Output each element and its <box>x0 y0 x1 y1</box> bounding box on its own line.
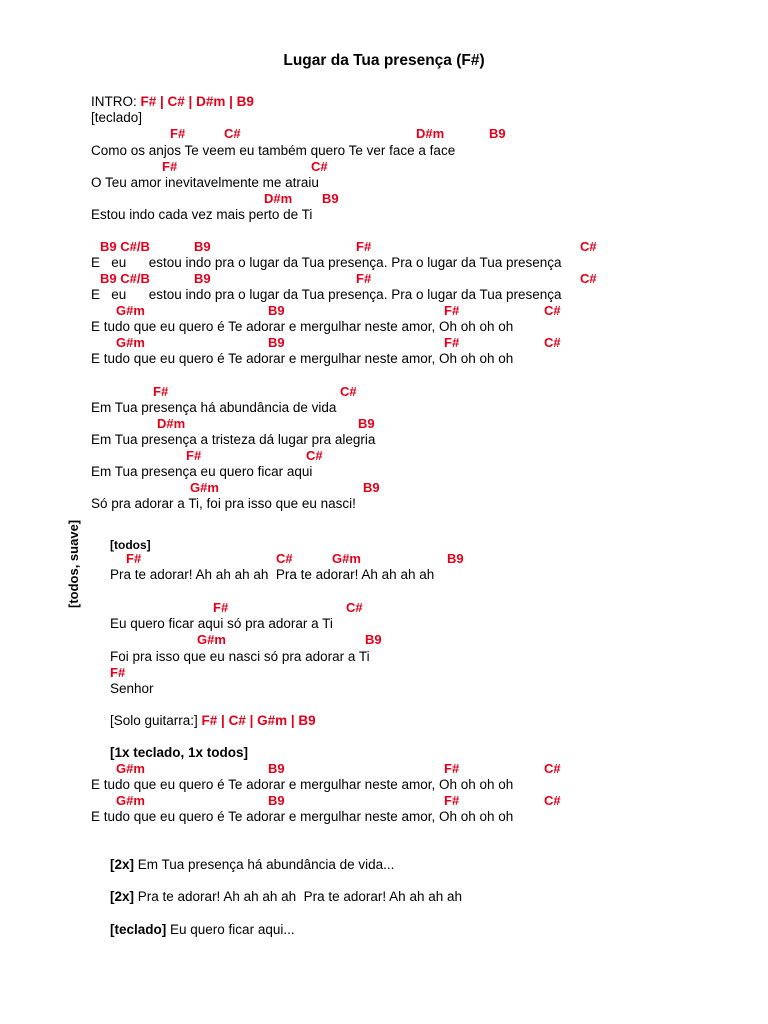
chord: F# <box>213 600 229 615</box>
lyric-line: E tudo que eu quero é Te adorar e mergulhar neste amor, Oh oh oh oh <box>91 809 514 824</box>
note-text: Em Tua presença há abundância de vida... <box>134 857 395 872</box>
chord: C# <box>544 303 561 318</box>
chord: C# <box>306 448 323 463</box>
chord: B9 <box>268 761 285 776</box>
lyric-line: Foi pra isso que eu nasci só pra adorar a Ti <box>110 649 370 664</box>
lyric-line: Estou indo cada vez mais perto de Ti <box>91 207 313 222</box>
chord: B9 <box>268 793 285 808</box>
lyric-line: Como os anjos Te veem eu também quero Te ver face a face <box>91 143 456 158</box>
teclado-label: [teclado] <box>91 110 143 125</box>
lyric-line: E tudo que eu quero é Te adorar e mergulhar neste amor, Oh oh oh oh <box>91 319 514 334</box>
solo-line <box>110 713 316 729</box>
chord: F# <box>444 793 460 808</box>
chord: B9 <box>363 480 380 495</box>
lyric-line: E eu estou indo pra o lugar da Tua presença. Pra o lugar da Tua presença <box>91 287 562 302</box>
chord: D#m <box>416 126 445 141</box>
chord: F# <box>444 335 460 350</box>
chord: F# <box>110 665 126 680</box>
chord: C# <box>544 761 561 776</box>
chord: C# <box>276 551 293 566</box>
todos-label: [todos] <box>110 538 151 552</box>
chord: C# <box>346 600 363 615</box>
chord: D#m <box>157 416 186 431</box>
chord: G#m <box>116 335 145 350</box>
chord: F# <box>186 448 202 463</box>
song-title: Lugar da Tua presença (F#) <box>283 52 485 69</box>
intro-line <box>91 94 254 110</box>
final-label: [1x teclado, 1x todos] <box>110 745 249 760</box>
chord: G#m <box>190 480 219 495</box>
chord: D#m <box>264 191 293 206</box>
chord: B9 <box>268 303 285 318</box>
note-tag: [teclado] <box>110 922 167 937</box>
lyric-line: E eu estou indo pra o lugar da Tua presença. Pra o lugar da Tua presença <box>91 255 562 270</box>
chord: G#m <box>197 632 226 647</box>
note-text: Eu quero ficar aqui... <box>166 922 295 937</box>
chord: F# <box>444 303 460 318</box>
chord: G#m <box>116 793 145 808</box>
chord: B9 <box>194 271 211 286</box>
chord: F# <box>356 271 372 286</box>
lyric-line: O Teu amor inevitavelmente me atraiu <box>91 175 319 190</box>
note-line <box>110 857 394 873</box>
chord: F# <box>162 159 178 174</box>
chord: F# <box>153 384 169 399</box>
chord: B9 <box>322 191 339 206</box>
chord: C# <box>580 271 597 286</box>
chord: B9 <box>358 416 375 431</box>
chord: B9 <box>447 551 464 566</box>
chord: B9 C#/B <box>100 271 150 286</box>
lyric-line: Em Tua presença eu quero ficar aqui <box>91 464 313 479</box>
note-text: Pra te adorar! Ah ah ah ah Pra te adorar! Ah ah ah ah <box>134 889 462 904</box>
note-line <box>110 922 295 938</box>
intro-label: INTRO: <box>91 94 141 109</box>
chord: C# <box>580 239 597 254</box>
chord: B9 <box>489 126 506 141</box>
chord: G#m <box>116 761 145 776</box>
chord: G#m <box>332 551 361 566</box>
lyric-line: E tudo que eu quero é Te adorar e mergulhar neste amor, Oh oh oh oh <box>91 351 514 366</box>
chord: C# <box>544 793 561 808</box>
lyric-line: Senhor <box>110 681 154 696</box>
lyric-line: Em Tua presença a tristeza dá lugar pra alegria <box>91 432 376 447</box>
intro-chords: F# | C# | D#m | B9 <box>140 94 254 109</box>
chord: B9 <box>194 239 211 254</box>
chord: C# <box>544 335 561 350</box>
chord: C# <box>340 384 357 399</box>
note-tag: [2x] <box>110 857 135 872</box>
chord: F# <box>356 239 372 254</box>
solo-chords: F# | C# | G#m | B9 <box>201 713 316 728</box>
chord: B9 C#/B <box>100 239 150 254</box>
lyric-line: Pra te adorar! Ah ah ah ah Pra te adorar! Ah ah ah ah <box>110 567 435 582</box>
solo-label: [Solo guitarra:] <box>110 713 202 728</box>
side-label: [todos, suave] <box>66 519 81 608</box>
chord: B9 <box>268 335 285 350</box>
chord: F# <box>126 551 142 566</box>
lyric-line: Eu quero ficar aqui só pra adorar a Ti <box>110 616 333 631</box>
chord: F# <box>444 761 460 776</box>
lyric-line: Em Tua presença há abundância de vida <box>91 400 337 415</box>
chord: F# <box>170 126 186 141</box>
lyric-line: Só pra adorar a Ti, foi pra isso que eu nasci! <box>91 496 356 511</box>
chord: C# <box>224 126 241 141</box>
chord: C# <box>311 159 328 174</box>
chord: B9 <box>365 632 382 647</box>
note-line <box>110 889 462 905</box>
chord: G#m <box>116 303 145 318</box>
lyric-line: E tudo que eu quero é Te adorar e mergulhar neste amor, Oh oh oh oh <box>91 777 514 792</box>
note-tag: [2x] <box>110 889 135 904</box>
